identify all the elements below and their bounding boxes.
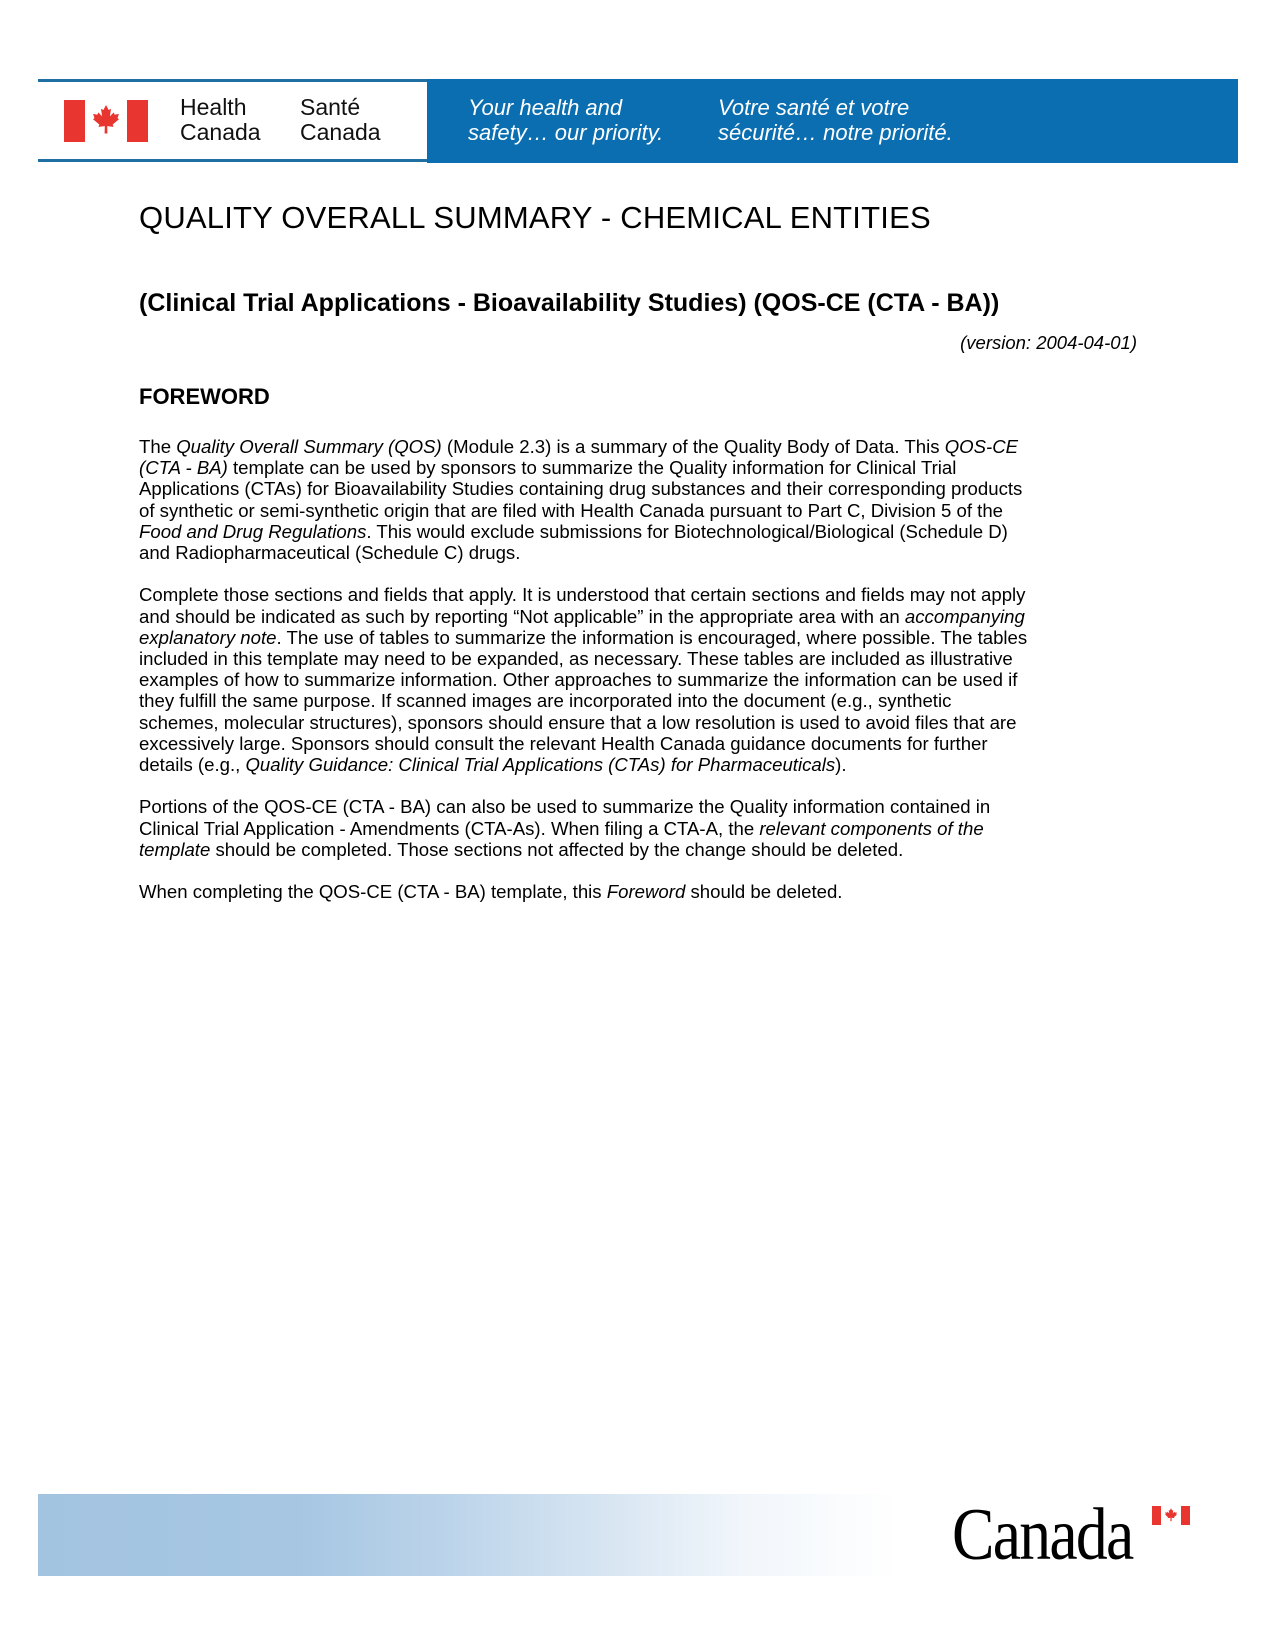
header-rule-bottom [38,159,427,162]
text-run: . This would exclude submissions for Biotechnological/Biological (Schedule D) [366,520,1008,542]
org-name-french [300,95,381,145]
italic-text-run: relevant components of the [759,817,984,839]
italic-text-run: Quality Overall Summary (QOS) [176,436,442,457]
text-run: should be deleted. [685,881,843,903]
paragraph [139,796,1139,860]
canada-wordmark [952,1494,1202,1576]
text-line [139,754,1139,775]
canada-wordmark-text: Canada [952,1494,1133,1576]
text-run: ). [835,754,847,776]
text-line [139,796,1139,817]
italic-text-run: QOS-CE [944,436,1019,457]
text-run: Clinical Trial Application - Amendments (CTA-As). When filing a CTA-A, the [139,817,760,839]
header-banner [38,79,1238,163]
document-title: QUALITY OVERALL SUMMARY - CHEMICAL ENTITIES [139,200,931,235]
text-run: of synthetic or semi-synthetic origin that are filed with Health Canada pursuant to Part C, Division 5 of the [139,499,1004,521]
foreword-body [139,436,1139,924]
org-name-english [180,95,261,145]
canada-flag-icon [1152,1506,1190,1525]
org-name-en-line1: Health [180,94,247,120]
italic-text-run: accompanying [904,605,1025,627]
header-rule-top [38,79,427,82]
slogan-fr-line2: sécurité… notre priorité. [718,120,953,145]
text-line [139,839,1139,860]
text-run: Portions of the QOS-CE (CTA - BA) can also be used to summarize the Quality information contained in [139,796,991,818]
text-run: When completing the QOS-CE (CTA - BA) template, this [139,881,607,903]
italic-text-run: template [139,838,211,860]
text-line [139,733,1139,754]
org-name-en-line2: Canada [180,119,261,145]
text-run: Applications (CTAs) for Bioavailability Studies containing drug substances and their corresponding products [139,478,1023,500]
maple-leaf-icon [1161,1506,1181,1525]
text-line [139,690,1139,711]
header-identity-block [38,79,427,163]
document-subtitle: (Clinical Trial Applications - Bioavailability Studies) (QOS-CE (CTA - BA)) [139,289,1000,317]
text-line [139,584,1139,605]
slogan-fr-line1: Votre santé et votre [718,95,910,120]
text-run: template can be used by sponsors to summarize the Quality information for Clinical Trial [227,457,957,479]
org-name-fr-line2: Canada [300,119,381,145]
text-run: (Module 2.3) is a summary of the Quality Body of Data. This [441,436,945,457]
paragraph [139,584,1139,775]
text-line [139,627,1139,648]
slogan-en-line2: safety… our priority. [468,120,664,145]
header-slogan-block [427,79,1238,163]
text-run: included in this template may need to be expanded, as necessary. These tables are included as illustrative [139,648,1013,670]
text-line [139,478,1139,499]
text-run: they fulfill the same purpose. If scanned images are incorporated into the document (e.g., synthetic [139,690,952,712]
paragraph [139,881,1139,902]
text-run: and Radiopharmaceutical (Schedule C) drugs. [139,542,521,564]
text-line [139,712,1139,733]
text-run: excessively large. Sponsors should consult the relevant Health Canada guidance documents for further [139,732,988,754]
text-run: should be completed. Those sections not affected by the change should be deleted. [210,838,904,860]
text-run: schemes, molecular structures), sponsors should ensure that a low resolution is used to avoid files that are [139,711,1017,733]
text-run: and should be indicated as such by reporting “Not applicable” in the appropriate area with an [139,605,905,627]
text-line [139,818,1139,839]
text-run: The [139,436,177,457]
text-line [139,881,1139,902]
text-line [139,521,1139,542]
italic-text-run: (CTA - BA) [139,457,228,479]
slogan-french [718,95,953,145]
text-run: . The use of tables to summarize the information is encouraged, where possible. The tables [276,626,1028,648]
text-line [139,669,1139,690]
text-line [139,436,1139,457]
text-line [139,542,1139,563]
slogan-english [468,95,663,145]
italic-text-run: explanatory note [139,626,277,648]
italic-text-run: Quality Guidance: Clinical Trial Applications (CTAs) for Pharmaceuticals [245,754,836,776]
text-line [139,500,1139,521]
maple-leaf-icon [85,100,127,142]
slogan-en-line1: Your health and [468,95,623,120]
org-name-fr-line1: Santé [300,94,361,120]
canada-flag-icon [64,100,148,142]
text-run: Complete those sections and fields that apply. It is understood that certain sections and fields may not apply [139,584,1026,606]
italic-text-run: Foreword [606,881,686,903]
italic-text-run: Food and Drug Regulations [139,520,367,542]
text-line [139,606,1139,627]
text-line [139,648,1139,669]
text-line [139,457,1139,478]
text-run: examples of how to summarize information. Other approaches to summarize the information can be used if [139,669,1018,691]
paragraph [139,436,1139,563]
section-heading-foreword: FOREWORD [139,384,270,409]
document-version: (version: 2004-04-01) [960,332,1137,353]
text-run: details (e.g., [139,754,246,776]
footer-gradient-band [38,1494,898,1576]
